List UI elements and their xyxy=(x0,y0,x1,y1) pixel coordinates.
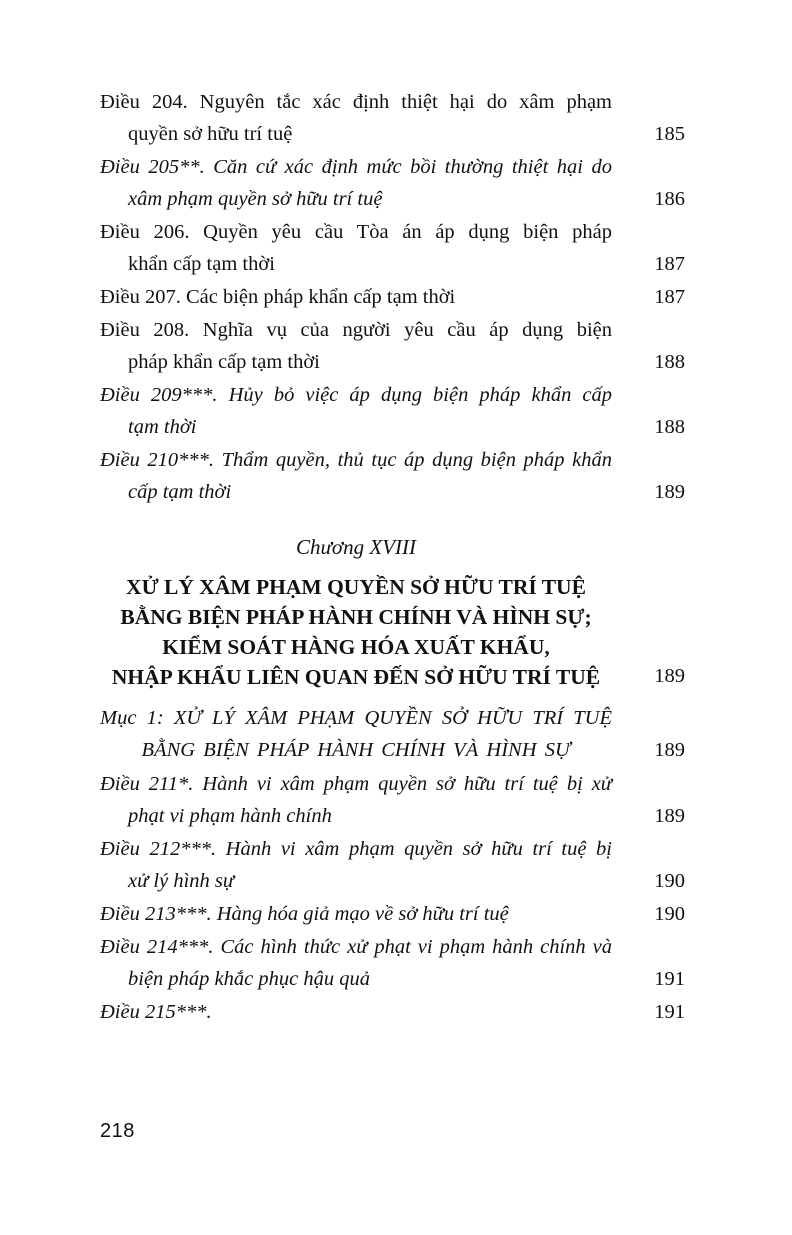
entry-text xyxy=(100,833,612,897)
chapter-title-row xyxy=(100,572,685,692)
entry-line: Mục 1: XỬ LÝ XÂM PHẠM QUYỀN SỞ HỮU TRÍ TUỆ xyxy=(100,707,612,729)
entry-text xyxy=(100,281,612,313)
page-number: 187 xyxy=(654,253,685,275)
chapter-title-line: BẰNG BIỆN PHÁP HÀNH CHÍNH VÀ HÌNH SỰ; xyxy=(120,605,592,629)
entry-text xyxy=(100,86,612,150)
page-number: 190 xyxy=(654,870,685,892)
page-number: 186 xyxy=(654,188,685,210)
section-muc-1 xyxy=(100,702,685,766)
chapter-heading xyxy=(100,530,685,692)
page-number: 189 xyxy=(654,805,685,827)
entry-text xyxy=(100,931,612,995)
toc-entry-dieu-209 xyxy=(100,379,685,443)
entry-line: Điều 212***. Hành vi xâm phạm quyền sở hữu trí tuệ bị xyxy=(100,838,612,860)
chapter-label: Chương XVIII xyxy=(295,535,417,559)
toc-entry-dieu-204 xyxy=(100,86,685,150)
entry-line: Điều 214***. Các hình thức xử phạt vi phạm hành chính và xyxy=(100,936,612,958)
page-number: 189 xyxy=(654,481,685,503)
entry-line: Điều 208. Nghĩa vụ của người yêu cầu áp dụng biện xyxy=(100,319,612,341)
toc-entry-dieu-211 xyxy=(100,768,685,832)
table-of-contents xyxy=(100,86,685,1029)
toc-entry-dieu-212 xyxy=(100,833,685,897)
entry-line: phạt vi phạm hành chính xyxy=(128,805,332,827)
page-number: 189 xyxy=(654,739,685,761)
toc-entry-dieu-208 xyxy=(100,314,685,378)
entry-text xyxy=(100,151,612,215)
chapter-title xyxy=(100,572,612,692)
entry-line: BẰNG BIỆN PHÁP HÀNH CHÍNH VÀ HÌNH SỰ xyxy=(141,739,571,761)
entry-line: biện pháp khắc phục hậu quả xyxy=(128,968,370,990)
entry-line: Điều 204. Nguyên tắc xác định thiệt hại do xâm phạm xyxy=(100,91,612,113)
page-number: 191 xyxy=(654,1001,685,1023)
chapter-title-line: XỬ LÝ XÂM PHẠM QUYỀN SỞ HỮU TRÍ TUỆ xyxy=(126,575,586,599)
entry-text xyxy=(100,702,612,766)
toc-entry-dieu-214 xyxy=(100,931,685,995)
page-number: 190 xyxy=(654,903,685,925)
entry-text xyxy=(100,379,612,443)
entry-text xyxy=(100,314,612,378)
entry-line: pháp khẩn cấp tạm thời xyxy=(128,351,320,373)
entry-line: quyền sở hữu trí tuệ xyxy=(128,123,293,145)
entry-line: xử lý hình sự xyxy=(128,870,235,892)
page-number: 188 xyxy=(654,416,685,438)
toc-entry-dieu-213 xyxy=(100,898,685,930)
entry-line: Điều 213***. Hàng hóa giả mạo về sở hữu trí tuệ xyxy=(100,903,509,925)
entry-text xyxy=(100,768,612,832)
entry-text xyxy=(100,216,612,280)
entry-line: khẩn cấp tạm thời xyxy=(128,253,275,275)
page-number: 187 xyxy=(654,286,685,308)
page-folio: 218 xyxy=(100,1120,135,1142)
entry-line: Điều 215***. xyxy=(100,1001,212,1023)
toc-entry-dieu-207 xyxy=(100,281,685,313)
page-number: 188 xyxy=(654,351,685,373)
toc-entry-dieu-210 xyxy=(100,444,685,508)
chapter-title-line: NHẬP KHẨU LIÊN QUAN ĐẾN SỞ HỮU TRÍ TUỆ xyxy=(111,665,601,689)
entry-text xyxy=(100,898,612,930)
entry-text xyxy=(100,996,612,1028)
entry-line: xâm phạm quyền sở hữu trí tuệ xyxy=(128,188,383,210)
page-number: 191 xyxy=(654,968,685,990)
entry-line: Điều 205**. Căn cứ xác định mức bồi thường thiệt hại do xyxy=(100,156,612,178)
entry-line: cấp tạm thời xyxy=(128,481,232,503)
chapter-title-line: KIỂM SOÁT HÀNG HÓA XUẤT KHẨU, xyxy=(162,635,550,659)
entry-line: Điều 211*. Hành vi xâm phạm quyền sở hữu trí tuệ bị xử xyxy=(100,773,612,795)
toc-entry-dieu-215 xyxy=(100,996,685,1028)
toc-entry-dieu-206 xyxy=(100,216,685,280)
entry-text xyxy=(100,444,612,508)
entry-line: tạm thời xyxy=(128,416,197,438)
entry-line: Điều 207. Các biện pháp khẩn cấp tạm thời xyxy=(100,286,456,308)
toc-entry-dieu-205 xyxy=(100,151,685,215)
page-number: 185 xyxy=(654,123,685,145)
entry-line: Điều 206. Quyền yêu cầu Tòa án áp dụng biện pháp xyxy=(100,221,612,243)
page-number: 189 xyxy=(654,665,685,687)
entry-line: Điều 209***. Hủy bỏ việc áp dụng biện pháp khẩn cấp xyxy=(100,384,612,406)
entry-line: Điều 210***. Thẩm quyền, thủ tục áp dụng biện pháp khẩn xyxy=(100,449,612,471)
